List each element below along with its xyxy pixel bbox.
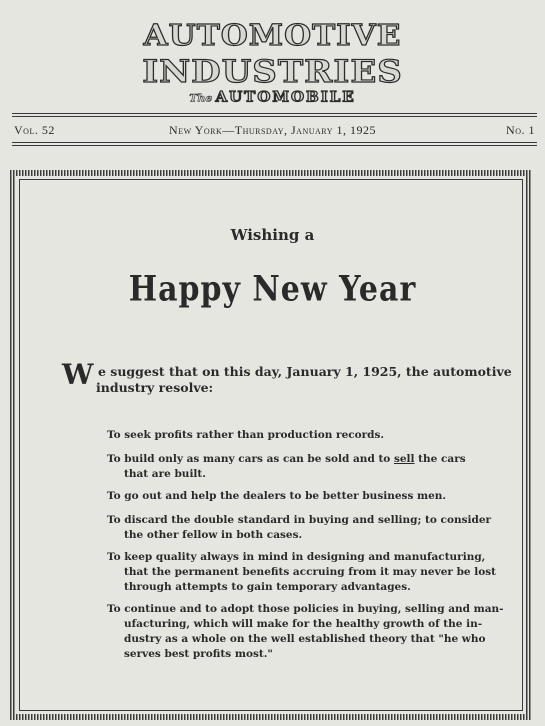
resolution-2 [107, 452, 466, 482]
masthead-title-industries: INDUSTRIES [142, 53, 403, 91]
masthead-title-automotive: AUTOMOTIVE [143, 19, 402, 53]
resolution-line: To continue and to adopt those policies in buying, selling and man- [107, 603, 504, 615]
top-rule-1 [12, 113, 537, 114]
resolution-6 [107, 602, 504, 662]
resolution-line: ufacturing, which will make for the healthy growth of the in- [124, 618, 483, 630]
underlined-word: sell [393, 453, 415, 465]
resolution-line: dustry as a whole on the well established theory that "he who [124, 633, 486, 645]
wishing-text: Wishing a [230, 226, 315, 244]
resolution-line: that are built. [124, 468, 206, 480]
intro-line-2: industry resolve: [96, 380, 214, 395]
resolution-3 [107, 489, 446, 504]
resolution-line: To go out and help the dealers to be better business men. [107, 490, 447, 502]
resolution-text: To build only as many cars as can be sold and to [107, 453, 394, 465]
resolution-line: To seek profits rather than production records. [107, 429, 385, 441]
resolution-line: serves best profits most." [124, 648, 273, 660]
resolution-line: through attempts to gain temporary advantages. [124, 581, 411, 593]
resolution-1 [107, 428, 384, 443]
resolution-line: To keep quality always in mind in designing and manufacturing, [107, 551, 486, 563]
resolution-line: To discard the double standard in buying and selling; to consider [107, 514, 492, 526]
happy-new-year-headline: Happy New Year [128, 269, 417, 310]
masthead-the: The [189, 92, 213, 105]
masthead [0, 0, 545, 112]
resolution-line [107, 452, 466, 467]
intro-line-1: e suggest that on this day, January 1, 1925, the automotive [98, 364, 512, 379]
resolution-5 [107, 550, 496, 595]
top-rule-2 [12, 116, 537, 117]
dateline: New York—Thursday, January 1, 1925 [169, 123, 376, 137]
masthead-title-automobile: AUTOMOBILE [215, 88, 356, 106]
drop-cap: W [62, 358, 94, 391]
volume-label: Vol. 52 [14, 123, 55, 137]
info-rule-1 [12, 142, 537, 143]
issue-number: No. 1 [506, 123, 535, 137]
resolution-text: the cars [414, 453, 466, 465]
info-rule-2 [12, 145, 537, 146]
resolution-line: the other fellow in both cases. [124, 529, 303, 541]
resolution-line: that the permanent benefits accruing from it may never be lost [124, 566, 496, 578]
resolution-4 [107, 513, 491, 543]
masthead-subtitle [0, 89, 545, 106]
